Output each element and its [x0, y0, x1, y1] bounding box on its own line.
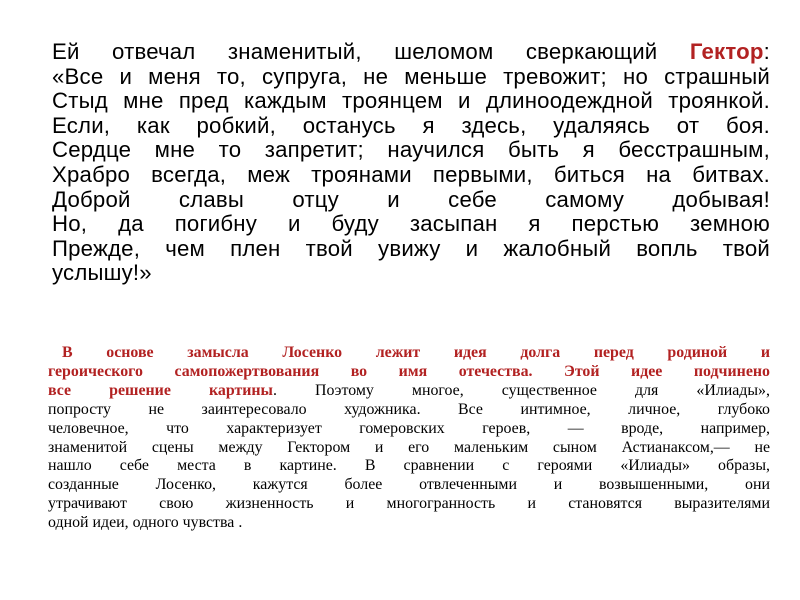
- paragraph-line: попросту не заинтересовало художника. Все интимное, личное, глубоко: [48, 400, 770, 418]
- poem-line: Сердце мне то запретит; научился быть я бесстрашным,: [52, 137, 770, 163]
- poem-line: Доброй славы отцу и себе самому добывая!: [52, 186, 770, 212]
- hector-name: Гектор: [689, 39, 764, 64]
- paragraph-line: нашло себе места в картине. В сравнении с героями «Илиады» образы,: [48, 457, 770, 475]
- paragraph-line: одной идеи, одного чувства .: [48, 514, 243, 532]
- poem-line: Если, как робкий, останусь я здесь, удаляясь от боя.: [52, 112, 770, 138]
- poem-line-text: Ей отвечал знаменитый, шеломом сверкающий: [52, 39, 690, 64]
- paragraph-line: знаменитой сцены между Гектором и его маленьким сыном Астианаксом,— не: [48, 438, 770, 456]
- poem-quote: [52, 40, 770, 286]
- paragraph-line: созданные Лосенко, кажутся более отвлеченными и возвышенными, они: [48, 476, 770, 494]
- poem-line-colon: :: [763, 39, 770, 64]
- commentary-paragraph: [48, 344, 770, 533]
- paragraph-emphasis: все решение картины: [48, 381, 273, 399]
- poem-line: [52, 40, 770, 65]
- paragraph-line: человечное, что характеризует гомеровских героев, — вроде, например,: [48, 419, 770, 437]
- paragraph-text: . Поэтому многое, существенное для «Илиады»,: [272, 381, 770, 399]
- paragraph-line-emphasis: героического самопожертвования во имя отечества. Этой идее подчинено: [48, 362, 770, 380]
- paragraph-line-emphasis: В основе замысла Лосенко лежит идея долга перед родиной и: [62, 344, 770, 361]
- poem-line: Прежде, чем плен твой увижу и жалобный вопль твой: [52, 235, 770, 261]
- poem-line: «Все и меня то, супруга, не меньше тревожит; но страшный: [52, 63, 770, 89]
- poem-line: услышу!»: [52, 260, 152, 286]
- poem-line: Стыд мне пред каждым троянцем и длиноодеждной троянкой.: [52, 88, 770, 114]
- paragraph-line: [48, 382, 770, 401]
- paragraph-line: утрачивают свою жизненность и многогранность и становятся выразителями: [48, 495, 770, 513]
- poem-line: Храбро всегда, меж троянами первыми, биться на битвах.: [52, 161, 770, 187]
- poem-line: Но, да погибну и буду засыпан я перстью земною: [52, 211, 770, 237]
